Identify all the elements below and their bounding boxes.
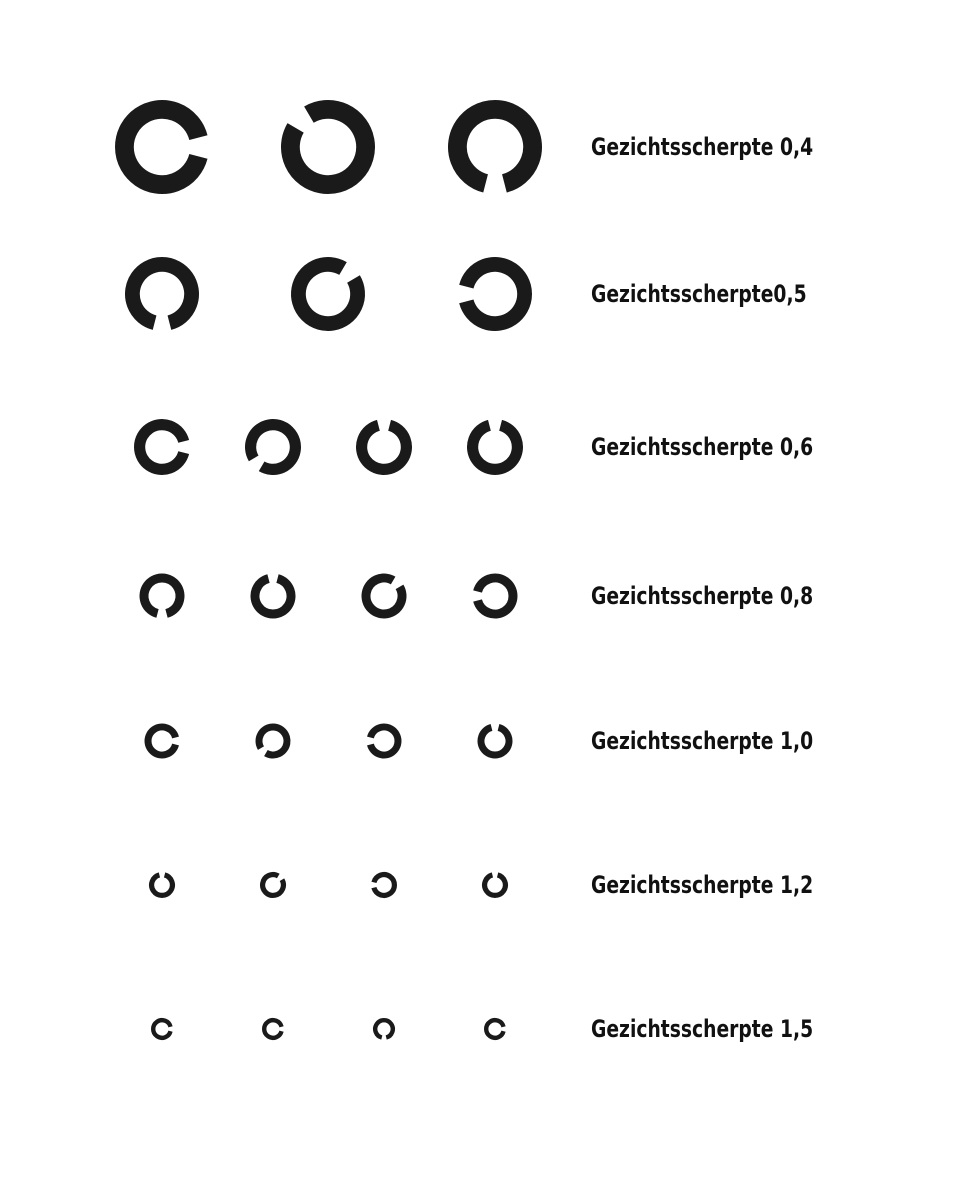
landolt-ring-icon-r1-c1: [298, 264, 357, 323]
landolt-ring-icon-r4-c2: [370, 727, 398, 755]
landolt-ring-icon-r1-c0: [132, 264, 191, 322]
landolt-ring-icon-r3-c1: [255, 579, 291, 614]
landolt-ring-icon-r4-c3: [481, 727, 509, 755]
landolt-ring-icon-r4-c0: [148, 727, 176, 755]
row-label-0: Gezichtsscherpte 0,4: [591, 133, 814, 161]
landolt-ring-icon-r3-c0: [144, 578, 180, 613]
row-label-4: Gezichtsscherpte 1,0: [591, 727, 814, 755]
landolt-ring-icon-r5-c1: [263, 875, 284, 896]
landolt-ring-icon-r6-c2: [375, 1020, 393, 1037]
landolt-ring-icon-r0-c2: [457, 109, 532, 183]
landolt-ring-icon-r5-c0: [152, 875, 173, 895]
landolt-ring-icon-r1-c2: [466, 264, 524, 323]
landolt-ring-icon-r0-c0: [124, 109, 198, 184]
row-label-2: Gezichtsscherpte 0,6: [591, 433, 814, 461]
landolt-ring-icon-r2-c0: [140, 425, 184, 470]
landolt-ring-icon-r3-c3: [478, 578, 513, 614]
landolt-ring-icon-r6-c3: [486, 1020, 503, 1038]
row-label-6: Gezichtsscherpte 1,5: [591, 1015, 814, 1043]
landolt-ring-icon-r2-c1: [251, 425, 296, 470]
landolt-ring-icon-r3-c2: [366, 578, 402, 614]
landolt-ring-icon-r2-c2: [362, 425, 407, 469]
landolt-ring-icon-r5-c3: [485, 875, 506, 895]
row-label-5: Gezichtsscherpte 1,2: [591, 871, 814, 899]
row-label-1: Gezichtsscherpte0,5: [591, 280, 807, 308]
landolt-ring-icon-r5-c2: [374, 875, 394, 896]
row-label-3: Gezichtsscherpte 0,8: [591, 582, 814, 610]
landolt-ring-icon-r6-c0: [153, 1020, 170, 1038]
landolt-ring-icon-r2-c3: [473, 425, 518, 469]
landolt-ring-icon-r6-c1: [264, 1020, 281, 1038]
landolt-ring-icon-r0-c1: [290, 109, 365, 184]
landolt-ring-icon-r4-c1: [259, 727, 287, 755]
